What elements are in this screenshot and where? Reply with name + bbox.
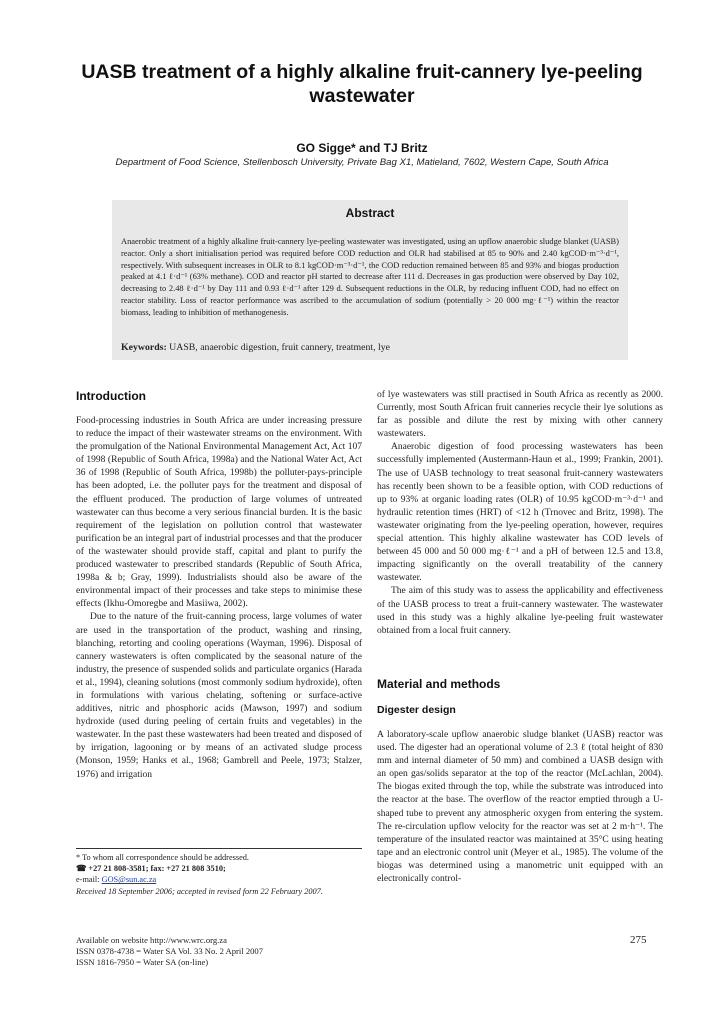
paragraph: of lye wastewaters was still practised in South Africa as recently as 2000. Currently, most South African fruit canneries recycle their lye solutions as far as possible and dilute the rest by mixing with other cannery wastewaters. — [377, 390, 663, 440]
paragraph: Due to the nature of the fruit-canning process, large volumes of water are used in the transportation of the product, washing and rinsing, blanching, retorting and cooling operations (Wayman, 1996). Disposal of cannery wastewaters is often complicated by the seasonal nature of the industry, the presence of suspended solids and particulate organics (Harada et al., 1994), cleaning solutions (most commonly sodium hydroxide), often in formulations with various chelating, softening or surface-active additives, nitric and phosphoric acids (Mawson, 1997) and sodium hydroxide (used during peeling of certain fruits and vegetables) in the wastewater. In the past these wastewaters had been treated and disposed of by irrigation, lagooning or by means of an activated sludge process (Monson, 1959; Hanks et al., 1968; Gambrell and Peele, 1973; Stalzer, 1976) and irrigation — [76, 612, 362, 780]
right-column-body — [377, 389, 663, 638]
affiliation: Department of Food Science, Stellenbosch University, Private Bag X1, Matieland, 7602, Western Cape, South Africa — [115, 157, 609, 168]
subsection-heading-digester: Digester design — [377, 704, 456, 716]
telephone-icon: ☎ — [76, 864, 87, 874]
email-line: e-mail: GOS@sun.ac.za — [76, 875, 157, 885]
paragraph: Anaerobic digestion of food processing wastewaters has been successfully implemented (Austermann-Haun et al., 1999; Frankin, 2001). The use of UASB technology to treat seasonal fruit-cannery wastewaters has recently been shown to be a feasible option, with COD reductions of up to 93% at organic loading rates (OLR) of 10.95 kgCOD·m⁻³·d⁻¹ and hydraulic retention times (HRT) of <12 h (Trnovec and Britz, 1998). The wastewater originating from the lye-peeling operation, however, requires special attention. This highly alkaline wastewater has COD levels of between 45 000 and 50 000 mg·ℓ⁻¹ and a pH of between 12.5 and 13.8, impacting significantly on the overall treatability of the cannery wastewater. — [377, 442, 663, 584]
keywords-label: Keywords: — [121, 342, 167, 353]
abstract-text: Anaerobic treatment of a highly alkaline fruit-cannery lye-peeling wastewater was investigated, using an upflow anaerobic sludge blanket (UASB) reactor. Only a short initialisation period was required before COD reduction and OLR had stabilised at 85 to 90% and 2.40 kgCOD·m⁻³·d⁻¹, respectively. With subsequent increases in OLR to 8.1 kgCOD·m⁻³·d⁻¹, the COD reduction remained between 85 and 93% and biogas production peaked at 4.1 ℓ·d⁻¹ (63% methane). COD and reactor pH started to decrease after 111 d. Decreases in gas production were observed by Day 102, decreasing to 2.48 ℓ·d⁻¹ by Day 111 and 0.93 ℓ·d⁻¹ after 129 d. Subsequent reductions in the OLR, by reducing influent COD, had no effect on reactor stability. Loss of reactor performance was ascribed to the accumulation of sodium (potentially > 20 000 mg·ℓ⁻¹) within the reactor biomass, leading to inhibition of methanogenesis. — [121, 236, 619, 317]
section-heading-methods: Material and methods — [377, 677, 501, 691]
keywords-list: UASB, anaerobic digestion, fruit cannery, treatment, lye — [166, 342, 390, 353]
methods-body — [377, 729, 663, 886]
issn-print: ISSN 0378-4738 = Water SA Vol. 33 No. 2 April 2007 — [76, 946, 264, 957]
authors: GO Sigge* and TJ Britz — [296, 141, 428, 155]
paper-title: UASB treatment of a highly alkaline fruit-cannery lye-peeling wastewater — [81, 61, 643, 107]
received-dates: Received 18 September 2006; accepted in revised form 22 February 2007. — [76, 886, 323, 896]
footnote — [76, 852, 366, 897]
keywords — [121, 342, 619, 353]
email-link[interactable]: GOS@sun.ac.za — [101, 875, 157, 885]
section-heading-introduction: Introduction — [76, 389, 146, 403]
paragraph: The aim of this study was to assess the applicability and effectiveness of the UASB process to treat a fruit-cannery wastewater. The wastewater used in this study was a highly alkaline lye-peeling fruit wastewater obtained from a local fruit cannery. — [377, 586, 663, 636]
correspondence-note: * To whom all correspondence should be addressed. — [76, 853, 249, 862]
website-line: Available on website http://www.wrc.org.za — [76, 935, 227, 945]
issn-online: ISSN 1816-7950 = Water SA (on-line) — [76, 957, 209, 968]
paragraph: A laboratory-scale upflow anaerobic sludge blanket (UASB) reactor was used. The digester had an operational volume of 2.3 ℓ (total height of 830 mm and internal diameter of 50 mm) and combined a UASB design with an open gas/solids separator at the top of the reactor (McLachlan, 2004). The biogas exited through the top, while the substrate was introduced into the reactor at the base. The overflow of the reactor emptied through a U-shaped tube to prevent any atmospheric oxygen from entering the system. The re-circulation upflow velocity for the reactor was set at 2 m·h⁻¹. The temperature of the insulated reactor was maintained at 35°C using heating tape and an electronic control unit (Meyer et al., 1985). The volume of the biogas was determined using a manometric unit equipped with an electronically control- — [377, 730, 663, 885]
phone-line: ☎ +27 21 808-3581; fax: +27 21 808 3510; — [76, 864, 226, 874]
page-footer — [76, 935, 376, 969]
left-column-body — [76, 415, 362, 782]
abstract-heading: Abstract — [345, 206, 395, 220]
paragraph: Food-processing industries in South Africa are under increasing pressure to reduce the impact of their wastewater streams on the environment. With the promulgation of the National Environmental Management Act, Act 107 of 1998 (Republic of South Africa, 1998a) and the National Water Act, Act 36 of 1998 (Republic of South Africa, 1998b) the polluter-pays-principle has been adopted, i.e. the polluter pays for the treatment and disposal of the effluent produced. The production of large volumes of untreated wastewater can thus become a very serious financial burden. It is the basic requirement of the legislation on pollution control that wastewater purification be an integral part of industrial processes and that the producer of the wastewater should provide staff, capital and plant to purify the produced wastewater to prescribed standards (Republic of South Africa, 1998a & b; Gray, 1999). Industrialists should also be aware of the environmental impact of their processes and take steps to minimise these effects (Ikhu-Omoregbe and Masiiwa, 2002). — [76, 416, 362, 610]
footnote-divider — [76, 848, 362, 849]
page-number: 275 — [630, 934, 647, 946]
